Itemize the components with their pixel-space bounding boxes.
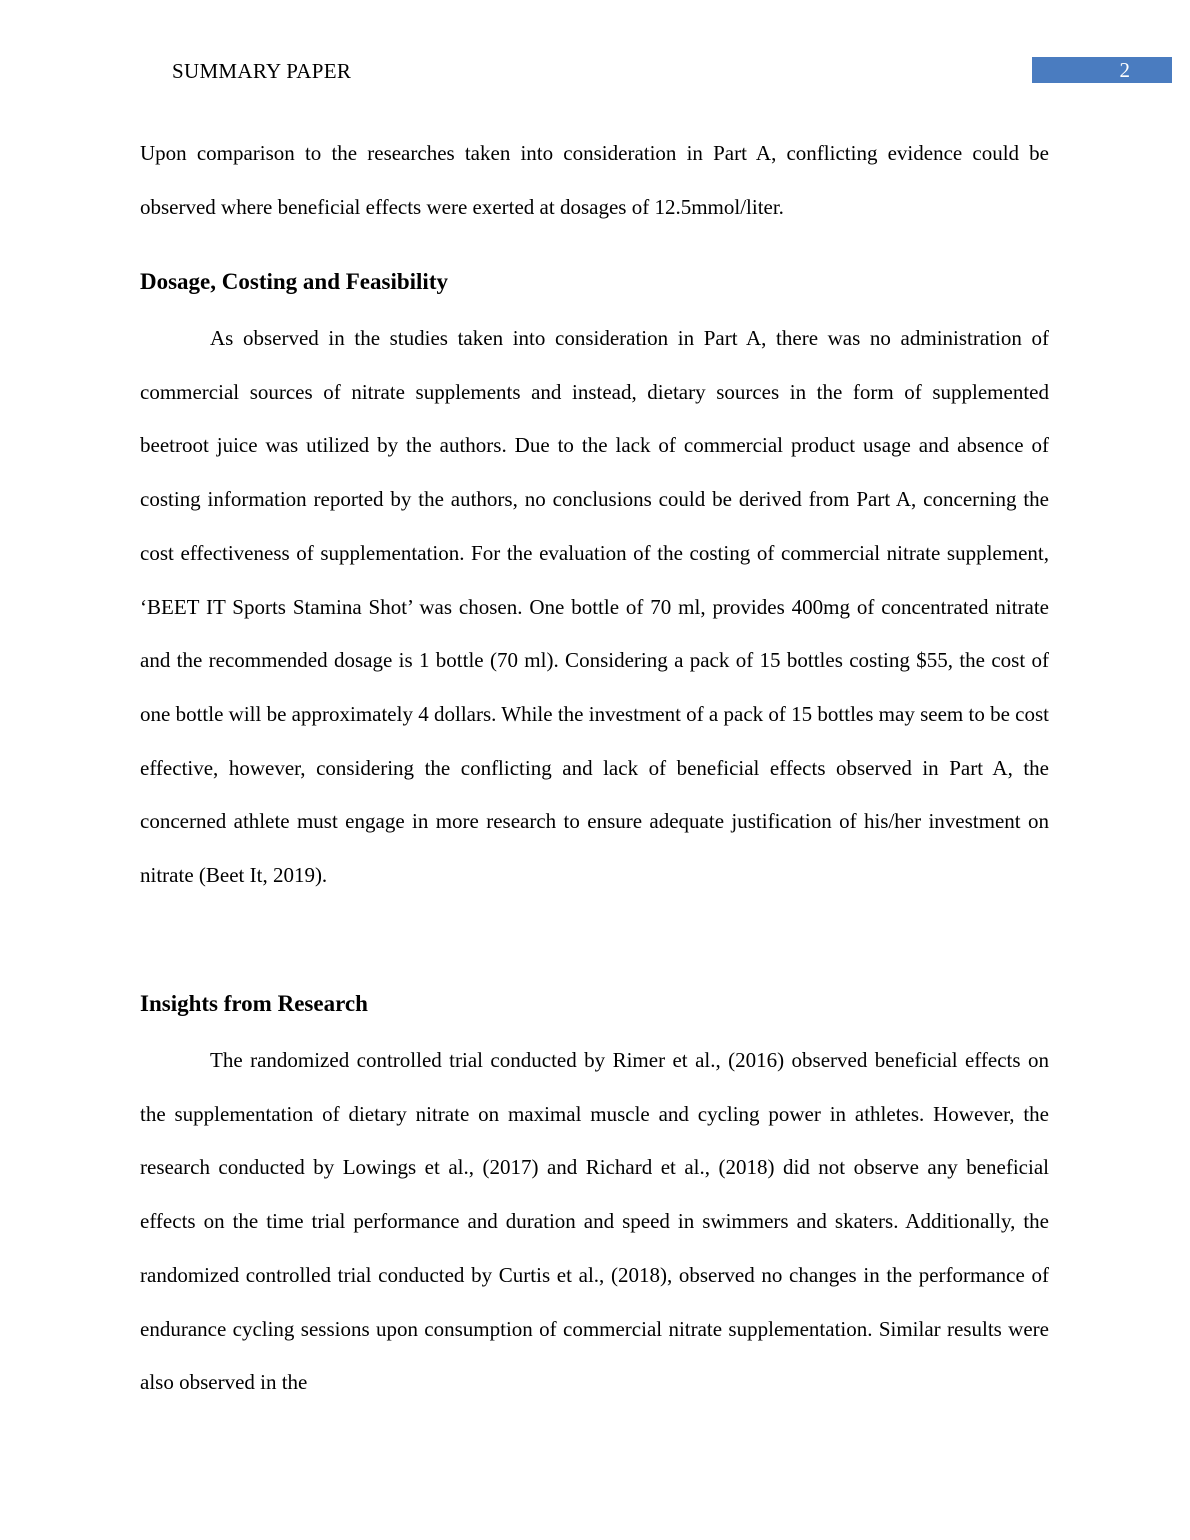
paragraph-insights: The randomized controlled trial conducted by Rimer et al., (2016) observed beneficial effects on the supplementation of dietary nitrate on maximal muscle and cycling power in athletes. However, the research conducted by Lowings et al., (2017) and Richard et al., (2018) did not observe any beneficial effects on the time trial performance and duration and speed in swimmers and skaters. Additionally, the randomized controlled trial conducted by Curtis et al., (2018), observed no changes in the performance of endurance cycling sessions upon consumption of commercial nitrate supplementation. Similar results were also observed in the: [140, 1048, 1049, 1395]
paragraph-intro: Upon comparison to the researches taken into consideration in Part A, conflicting evidence could be observed where beneficial effects were exerted at dosages of 12.5mmol/liter.: [140, 141, 1049, 219]
paragraph-dosage: As observed in the studies taken into consideration in Part A, there was no administration of commercial sources of nitrate supplements and instead, dietary sources in the form of supplemented beetroot juice was utilized by the authors. Due to the lack of commercial product usage and absence of costing information reported by the authors, no conclusions could be derived from Part A, concerning the cost effectiveness of supplementation. For the evaluation of the costing of commercial nitrate supplement, ‘BEET IT Sports Stamina Shot’ was chosen. One bottle of 70 ml, provides 400mg of concentrated nitrate and the recommended dosage is 1 bottle (70 ml). Considering a pack of 15 bottles costing $55, the cost of one bottle will be approximately 4 dollars. While the investment of a pack of 15 bottles may seem to be cost effective, however, considering the conflicting and lack of beneficial effects observed in Part A, the concerned athlete must engage in more research to ensure adequate justification of his/her investment on nitrate (Beet It, 2019).: [140, 326, 1049, 888]
section-heading-insights: Insights from Research: [140, 991, 368, 1016]
page-number: 2: [1032, 57, 1172, 83]
running-header-title: SUMMARY PAPER: [172, 59, 352, 83]
section-heading-dosage: Dosage, Costing and Feasibility: [140, 269, 448, 294]
